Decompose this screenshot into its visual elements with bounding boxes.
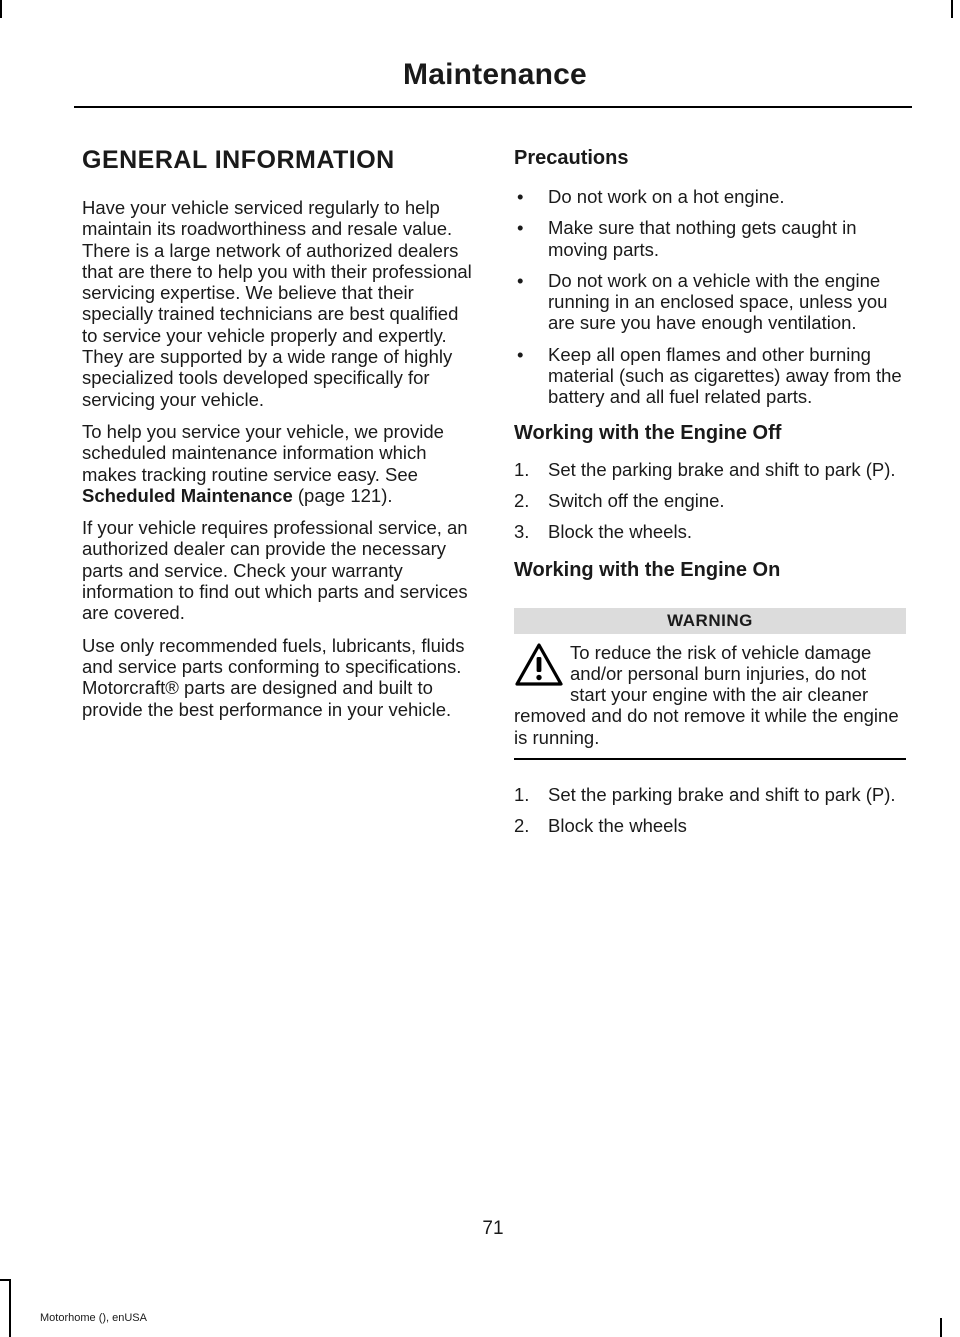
paragraph-service-regularly: Have your vehicle serviced regularly to help maintain its roadworthiness and resale value. There is a large network of authorized dealers that are there to help you with their professional servicing expertise. We believe that their specially trained technicians are best qualified to service your vehicle properly and expertly. They are supported by a wide range of highly specialized tools developed specifically for servicing your vehicle. (82, 197, 472, 410)
right-column (514, 142, 906, 853)
step-text: Block the wheels. (548, 521, 692, 543)
crop-mark-bottom-right (940, 1318, 942, 1337)
engine-off-steps (514, 459, 906, 543)
step-text: Set the parking brake and shift to park (P). (548, 458, 896, 480)
step-number: 3. (514, 521, 530, 543)
engine-on-heading: Working with the Engine On (514, 558, 781, 581)
scheduled-maintenance-link[interactable]: Scheduled Maintenance (82, 484, 293, 506)
list-item (514, 784, 906, 805)
precautions-heading: Precautions (514, 147, 629, 169)
crop-mark-bottom-left (9, 1279, 11, 1337)
paragraph-recommended-fluids: Use only recommended fuels, lubricants, fluids and service parts conforming to specifications. Motorcraft® parts are designed and built to provide the best performance in your vehicle. (82, 634, 465, 720)
step-text: Switch off the engine. (548, 489, 725, 511)
bullet: • (517, 186, 524, 207)
list-item-text: Make sure that nothing gets caught in moving parts. (548, 217, 857, 260)
page-reference: (page 121). (292, 484, 393, 506)
bullet: • (517, 343, 524, 365)
list-item (514, 186, 906, 207)
warning-text: To reduce the risk of vehicle damage and/or personal burn injuries, do not start your engine with the air cleaner removed and do not remove it while the engine is running. (514, 641, 899, 748)
list-item (514, 459, 906, 480)
engine-on-steps (514, 784, 906, 837)
warning-triangle-icon (514, 642, 564, 688)
engine-off-heading: Working with the Engine Off (514, 421, 782, 444)
step-number: 2. (514, 815, 530, 837)
precautions-list (514, 186, 906, 408)
paragraph-scheduled-maintenance (82, 421, 474, 506)
list-item (514, 521, 906, 542)
list-item (514, 490, 906, 511)
list-item-text: Keep all open flames and other burning material (such as cigarettes) away from the battery and all fuel related parts. (548, 343, 902, 408)
left-column (82, 142, 474, 731)
step-number: 2. (514, 489, 530, 511)
page-title: Maintenance (403, 58, 587, 91)
step-text: Set the parking brake and shift to park (P). (548, 784, 896, 806)
crop-mark-top-left (0, 0, 2, 18)
step-number: 1. (514, 784, 530, 806)
paragraph-scheduled-maintenance-text: To help you service your vehicle, we provide scheduled maintenance information which makes tracking routine service easy. See (82, 420, 444, 485)
warning-box (514, 608, 906, 760)
general-information-heading: GENERAL INFORMATION (82, 146, 395, 174)
bullet: • (517, 217, 524, 239)
list-item (514, 344, 906, 408)
crop-mark-bottom-left-h (0, 1279, 11, 1281)
warning-body (514, 634, 906, 748)
warning-rule (514, 758, 906, 760)
document-identifier: Motorhome (), enUSA (40, 1312, 147, 1324)
crop-mark-top-right (951, 0, 953, 18)
list-item-text: Do not work on a hot engine. (548, 186, 785, 207)
step-text: Block the wheels (548, 815, 687, 837)
warning-label: WARNING (514, 608, 906, 634)
list-item (514, 815, 906, 836)
page-number: 71 (482, 1218, 504, 1239)
list-item (514, 217, 906, 260)
list-item (514, 270, 906, 334)
paragraph-professional-service: If your vehicle requires professional service, an authorized dealer can provide the necessary parts and service. Check your warranty information to find out which parts and services are covered. (82, 517, 468, 624)
bullet: • (517, 269, 524, 291)
header-rule (74, 106, 912, 108)
list-item-text: Do not work on a vehicle with the engine running in an enclosed space, unless you are sure you have enough ventilation. (548, 269, 888, 334)
step-number: 1. (514, 458, 530, 480)
